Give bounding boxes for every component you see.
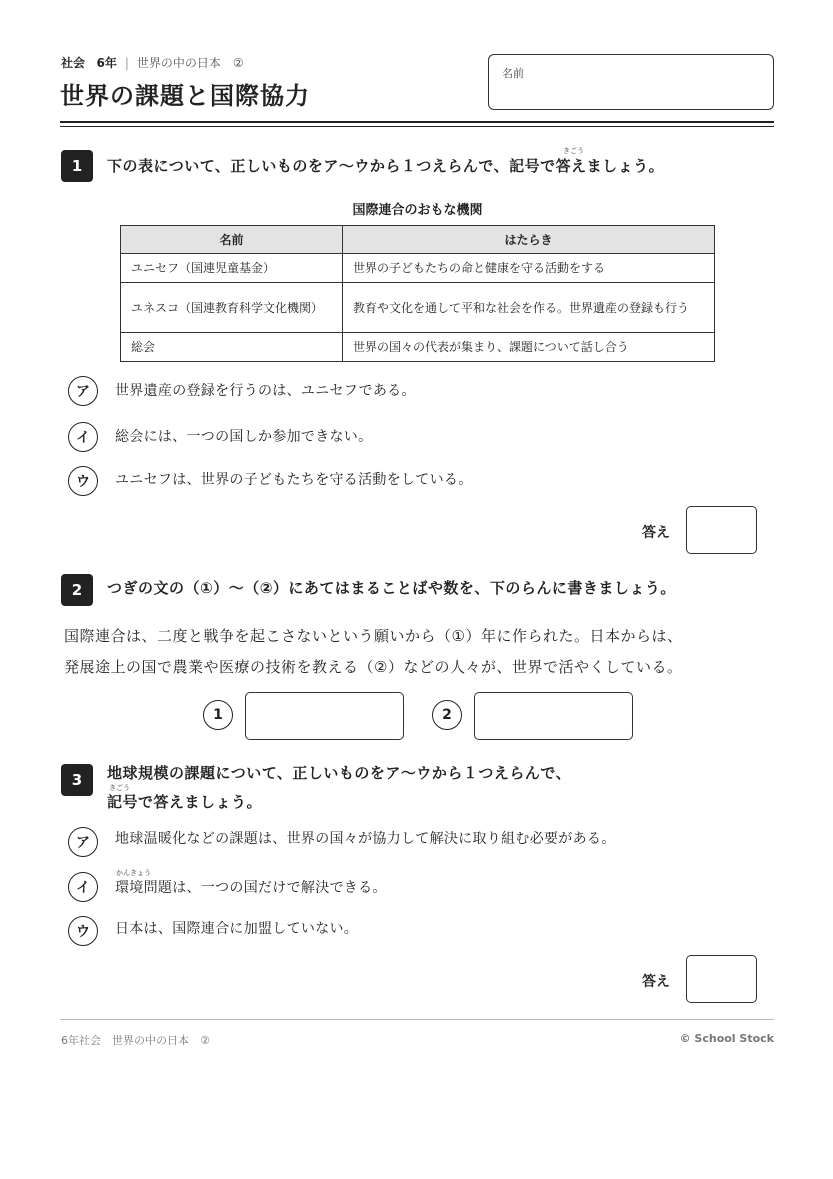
question-2-number: 2: [61, 574, 93, 606]
choice-3a-text: 地球温暖化などの課題は、世界の国々が協力して解決に取り組む必要がある。: [115, 831, 616, 847]
choice-a-mark: ア: [68, 376, 98, 406]
footer-left: 6年社会 世界の中の日本 ②: [61, 1034, 210, 1047]
table-cell-name: 総会: [121, 333, 343, 362]
header-rule-thin: [60, 126, 774, 127]
name-field-label: 名前: [502, 67, 524, 80]
blank-1-box[interactable]: [245, 692, 404, 740]
answer-box-1[interactable]: [686, 506, 757, 554]
grade-label: 6年: [96, 56, 117, 70]
question-3-text-line-2: 記号で答えましょう。: [107, 793, 263, 811]
question-1-number: 1: [61, 150, 93, 182]
answer-label-1: 答え: [642, 525, 670, 541]
answer-label-3: 答え: [642, 974, 670, 990]
table-header-name: 名前: [121, 226, 343, 254]
passage-line-1: 国際連合は、二度と戦争を起こさないという願いから（①）年に作られた。日本からは、: [64, 627, 683, 645]
choice-i-text: 総会には、一つの国しか参加できない。: [115, 429, 373, 445]
choice-u-mark: ウ: [68, 466, 98, 496]
question-3-number: 3: [61, 764, 93, 796]
blank-1-mark: 1: [203, 700, 233, 730]
blank-2-mark: 2: [432, 700, 462, 730]
choice-3i-text: 環境問題は、一つの国だけで解決できる。: [115, 880, 387, 896]
page-title: 世界の課題と国際協力: [60, 82, 310, 110]
choice-3u-mark: ウ: [68, 916, 98, 946]
subject-label: 社会: [61, 56, 86, 70]
unit-label: 世界の中の日本 ②: [136, 56, 244, 70]
organizations-table: [120, 225, 715, 362]
header-rule-thick: [60, 121, 774, 123]
table-cell-role: 世界の子どもたちの命と健康を守る活動をする: [343, 254, 715, 283]
choice-a-text: 世界遺産の登録を行うのは、ユニセフである。: [115, 383, 416, 399]
table-row: [121, 254, 715, 283]
question-2-text: つぎの文の（①）〜（②）にあてはまることばや数を、下のらんに書きましょう。: [107, 579, 676, 597]
table-header-role: はたらき: [343, 226, 715, 254]
question-3-text-line-1: 地球規模の課題について、正しいものをア〜ウから１つえらんで、: [107, 764, 572, 782]
header-separator: |: [124, 56, 129, 70]
choice-3i-mark: イ: [68, 872, 98, 902]
choice-3u-text: 日本は、国際連合に加盟していない。: [115, 921, 359, 937]
table-cell-name: ユネスコ（国連教育科学文化機関）: [121, 283, 343, 333]
answer-box-3[interactable]: [686, 955, 757, 1003]
question-3-ruby: きごう: [109, 784, 130, 792]
table-row: [121, 333, 715, 362]
footer-copyright: © School Stock: [679, 1032, 774, 1045]
choice-i-mark: イ: [68, 422, 98, 452]
question-1-ruby: きごう: [563, 147, 584, 155]
footer-rule: [60, 1019, 774, 1020]
table-cell-role: 教育や文化を通して平和な社会を作る。世界遺産の登録も行う: [343, 283, 715, 333]
choice-3a-mark: ア: [68, 827, 98, 857]
question-1-text: 下の表について、正しいものをア〜ウから１つえらんで、記号で答えましょう。: [107, 157, 665, 175]
choice-3i-ruby: かんきょう: [116, 869, 151, 877]
table-row: [121, 283, 715, 333]
blank-2-box[interactable]: [474, 692, 633, 740]
subject-line: [61, 54, 244, 71]
passage-line-2: 発展途上の国で農業や医療の技術を教える（②）などの人々が、世界で活やくしている。: [64, 658, 683, 676]
table-cell-name: ユニセフ（国連児童基金）: [121, 254, 343, 283]
table-cell-role: 世界の国々の代表が集まり、課題について話し合う: [343, 333, 715, 362]
choice-u-text: ユニセフは、世界の子どもたちを守る活動をしている。: [115, 472, 473, 488]
table-caption: 国際連合のおもな機関: [352, 203, 483, 218]
name-field[interactable]: [488, 54, 774, 110]
